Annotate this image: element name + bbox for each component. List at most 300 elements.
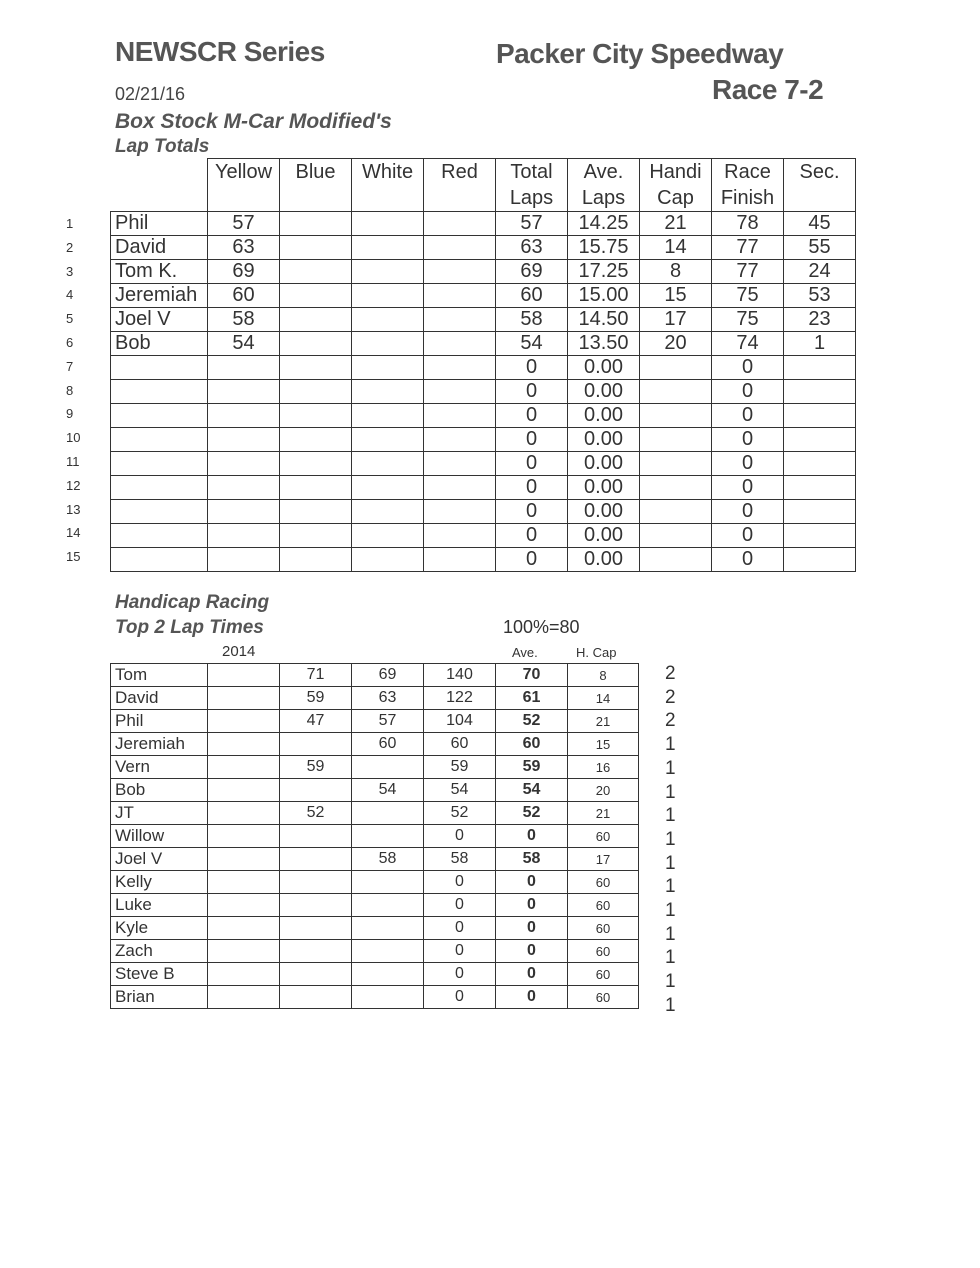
cell-white (352, 452, 424, 476)
cell-name: Bob (111, 332, 208, 356)
table-row (111, 380, 856, 404)
cell-ave: 0.00 (568, 548, 640, 572)
cell-white (352, 260, 424, 284)
cell-name: Kyle (111, 917, 208, 940)
cell-name (111, 452, 208, 476)
cell-ave: 14.25 (568, 212, 640, 236)
cell-y2014 (208, 848, 280, 871)
cell-blue (280, 212, 352, 236)
cell-y2014 (208, 825, 280, 848)
cell-c2: 69 (352, 664, 424, 687)
cell-name: Willow (111, 825, 208, 848)
cell-hcap: 16 (568, 756, 639, 779)
cell-handicap (640, 500, 712, 524)
cell-c1 (280, 825, 352, 848)
cell-y2014 (208, 917, 280, 940)
cell-total: 0 (496, 380, 568, 404)
table-row (111, 524, 856, 548)
cell-y2014 (208, 963, 280, 986)
cell-red (424, 236, 496, 260)
cell-ave: 0.00 (568, 500, 640, 524)
cell-yellow (208, 380, 280, 404)
cell-red (424, 308, 496, 332)
cell-sec: 45 (784, 212, 856, 236)
race-count: 1 (665, 923, 676, 945)
race-count: 1 (665, 971, 676, 993)
cell-sec: 1 (784, 332, 856, 356)
cell-red (424, 380, 496, 404)
cell-red (424, 404, 496, 428)
cell-name: Joel V (111, 308, 208, 332)
cell-name: Phil (111, 710, 208, 733)
cell-ave: 0 (496, 894, 568, 917)
row-number: 6 (66, 335, 74, 350)
cell-red (424, 524, 496, 548)
table-row (111, 825, 639, 848)
cell-ave: 15.00 (568, 284, 640, 308)
cell-sec (784, 428, 856, 452)
cell-name: JT (111, 802, 208, 825)
cell-finish: 74 (712, 332, 784, 356)
cell-ave: 17.25 (568, 260, 640, 284)
cell-sec (784, 356, 856, 380)
cell-ave: 58 (496, 848, 568, 871)
cell-sum: 0 (424, 963, 496, 986)
cell-hcap: 8 (568, 664, 639, 687)
race-count: 2 (665, 686, 676, 708)
cell-white (352, 428, 424, 452)
cell-ave: 0.00 (568, 356, 640, 380)
cell-ave: 54 (496, 779, 568, 802)
row-number: 14 (66, 525, 81, 541)
header-line-1: Ave. (583, 161, 624, 183)
cell-red (424, 332, 496, 356)
cell-ave: 0.00 (568, 428, 640, 452)
lap-column-header (496, 159, 568, 212)
table-row (111, 404, 856, 428)
lap-column-header (280, 159, 352, 212)
cell-ave: 60 (496, 733, 568, 756)
cell-white (352, 500, 424, 524)
cell-sec (784, 548, 856, 572)
cell-hcap: 60 (568, 917, 639, 940)
table-row (111, 940, 639, 963)
cell-white (352, 236, 424, 260)
cell-finish: 0 (712, 452, 784, 476)
cell-c2 (352, 871, 424, 894)
cell-name (111, 404, 208, 428)
race-count: 1 (665, 781, 676, 803)
cell-blue (280, 260, 352, 284)
table-row (111, 356, 856, 380)
cell-ave: 0 (496, 940, 568, 963)
hcap-column-label: H. Cap (576, 645, 617, 660)
cell-red (424, 212, 496, 236)
cell-name: Kelly (111, 871, 208, 894)
cell-ave: 15.75 (568, 236, 640, 260)
cell-blue (280, 284, 352, 308)
cell-sum: 0 (424, 986, 496, 1009)
cell-ave: 0.00 (568, 404, 640, 428)
cell-name: Jeremiah (111, 284, 208, 308)
cell-blue (280, 500, 352, 524)
cell-c2: 63 (352, 687, 424, 710)
cell-c1 (280, 848, 352, 871)
cell-white (352, 548, 424, 572)
cell-blue (280, 428, 352, 452)
cell-c2: 57 (352, 710, 424, 733)
cell-red (424, 260, 496, 284)
cell-sec: 24 (784, 260, 856, 284)
cell-c2: 60 (352, 733, 424, 756)
cell-total: 0 (496, 548, 568, 572)
race-count: 1 (665, 994, 676, 1016)
cell-red (424, 476, 496, 500)
table-row (111, 963, 639, 986)
lap-column-header (640, 159, 712, 212)
cell-c1 (280, 733, 352, 756)
cell-sec (784, 380, 856, 404)
cell-handicap (640, 356, 712, 380)
cell-c1: 59 (280, 687, 352, 710)
cell-handicap: 21 (640, 212, 712, 236)
race-count: 1 (665, 757, 676, 779)
cell-handicap (640, 380, 712, 404)
cell-name: Vern (111, 756, 208, 779)
cell-c2 (352, 917, 424, 940)
table-row (111, 284, 856, 308)
cell-y2014 (208, 802, 280, 825)
cell-c1 (280, 779, 352, 802)
header-line-1: Sec. (799, 161, 840, 183)
cell-handicap (640, 476, 712, 500)
cell-handicap (640, 452, 712, 476)
header-line-1: Handi (649, 161, 702, 183)
cell-finish: 0 (712, 524, 784, 548)
cell-ave: 0.00 (568, 452, 640, 476)
cell-ave: 0 (496, 825, 568, 848)
table-row (111, 548, 856, 572)
cell-y2014 (208, 894, 280, 917)
cell-c2 (352, 802, 424, 825)
cell-ave: 52 (496, 710, 568, 733)
row-number: 1 (66, 216, 74, 231)
cell-blue (280, 236, 352, 260)
cell-hcap: 60 (568, 963, 639, 986)
cell-hcap: 15 (568, 733, 639, 756)
cell-blue (280, 308, 352, 332)
cell-ave: 0.00 (568, 476, 640, 500)
row-number: 4 (66, 287, 74, 303)
cell-total: 0 (496, 500, 568, 524)
cell-c1 (280, 963, 352, 986)
table-row (111, 236, 856, 260)
cell-sum: 0 (424, 940, 496, 963)
cell-handicap (640, 548, 712, 572)
series-title: NEWSCR Series (115, 36, 325, 67)
cell-white (352, 524, 424, 548)
cell-total: 0 (496, 428, 568, 452)
cell-sum: 0 (424, 825, 496, 848)
table-row (111, 664, 639, 687)
race-count: 1 (665, 734, 676, 756)
cell-name: Tom K. (111, 260, 208, 284)
cell-c1: 59 (280, 756, 352, 779)
cell-red (424, 356, 496, 380)
cell-ave: 0 (496, 871, 568, 894)
cell-yellow: 54 (208, 332, 280, 356)
table-row (111, 756, 639, 779)
race-count: 2 (665, 663, 676, 684)
cell-finish: 0 (712, 428, 784, 452)
cell-c1: 47 (280, 710, 352, 733)
table-row (111, 500, 856, 524)
cell-handicap (640, 428, 712, 452)
race-count: 1 (665, 805, 676, 827)
table-row (111, 710, 639, 733)
track-title: Packer City Speedway (496, 38, 784, 69)
cell-blue (280, 332, 352, 356)
cell-sum: 0 (424, 917, 496, 940)
cell-c2 (352, 756, 424, 779)
cell-sum: 58 (424, 848, 496, 871)
cell-hcap: 60 (568, 894, 639, 917)
header-line-2: Laps (581, 187, 626, 209)
header-line-1: Blue (295, 161, 336, 183)
header-line-2: Laps (509, 187, 554, 209)
table-row (111, 917, 639, 940)
cell-yellow (208, 452, 280, 476)
cell-finish: 0 (712, 404, 784, 428)
row-number: 10 (66, 430, 81, 446)
row-number: 5 (66, 311, 74, 327)
cell-white (352, 356, 424, 380)
table-row (111, 986, 639, 1009)
cell-name: Tom (111, 664, 208, 687)
cell-total: 57 (496, 212, 568, 236)
cell-red (424, 428, 496, 452)
row-number: 13 (66, 501, 81, 517)
lap-totals-heading: Lap Totals (115, 136, 210, 157)
row-number: 7 (66, 358, 74, 374)
cell-name: Jeremiah (111, 733, 208, 756)
lap-column-header (352, 159, 424, 212)
race-title: Race 7-2 (712, 74, 824, 105)
cell-finish: 77 (712, 236, 784, 260)
cell-white (352, 308, 424, 332)
lap-column-header (424, 159, 496, 212)
cell-sum: 52 (424, 802, 496, 825)
cell-y2014 (208, 710, 280, 733)
row-number: 11 (66, 454, 80, 469)
cell-sec (784, 452, 856, 476)
cell-blue (280, 452, 352, 476)
row-number: 8 (66, 382, 74, 398)
cell-total: 0 (496, 356, 568, 380)
cell-total: 54 (496, 332, 568, 356)
cell-ave: 0 (496, 963, 568, 986)
cell-yellow: 69 (208, 260, 280, 284)
cell-name (111, 356, 208, 380)
cell-ave: 0.00 (568, 380, 640, 404)
cell-c1 (280, 940, 352, 963)
row-number: 3 (66, 263, 74, 279)
cell-yellow (208, 548, 280, 572)
cell-sum: 54 (424, 779, 496, 802)
cell-yellow (208, 404, 280, 428)
cell-total: 58 (496, 308, 568, 332)
cell-name: Brian (111, 986, 208, 1009)
cell-ave: 59 (496, 756, 568, 779)
cell-sec (784, 404, 856, 428)
cell-sec: 53 (784, 284, 856, 308)
cell-white (352, 476, 424, 500)
percent-note: 100%=80 (503, 617, 580, 637)
cell-yellow: 63 (208, 236, 280, 260)
cell-hcap: 60 (568, 986, 639, 1009)
cell-total: 0 (496, 404, 568, 428)
cell-name (111, 476, 208, 500)
header-line-1: White (361, 161, 414, 183)
cell-hcap: 60 (568, 871, 639, 894)
cell-blue (280, 380, 352, 404)
cell-y2014 (208, 871, 280, 894)
cell-sum: 60 (424, 733, 496, 756)
cell-sum: 104 (424, 710, 496, 733)
top2-heading: Top 2 Lap Times (115, 617, 264, 638)
cell-handicap: 8 (640, 260, 712, 284)
cell-c1: 71 (280, 664, 352, 687)
cell-finish: 0 (712, 500, 784, 524)
race-count: 2 (665, 710, 676, 732)
cell-sum: 59 (424, 756, 496, 779)
table-row (111, 308, 856, 332)
cell-blue (280, 548, 352, 572)
cell-blue (280, 476, 352, 500)
cell-yellow (208, 524, 280, 548)
ave-column-label: Ave. (512, 645, 538, 660)
cell-hcap: 21 (568, 802, 639, 825)
header-line-2: Finish (720, 187, 775, 209)
cell-white (352, 212, 424, 236)
table-row (111, 260, 856, 284)
cell-c2 (352, 825, 424, 848)
cell-total: 60 (496, 284, 568, 308)
table-row (111, 871, 639, 894)
table-row (111, 476, 856, 500)
cell-name: David (111, 236, 208, 260)
cell-handicap: 15 (640, 284, 712, 308)
cell-c1 (280, 917, 352, 940)
cell-y2014 (208, 664, 280, 687)
cell-ave: 61 (496, 687, 568, 710)
cell-total: 0 (496, 452, 568, 476)
cell-hcap: 14 (568, 687, 639, 710)
cell-sec: 55 (784, 236, 856, 260)
race-date: 02/21/16 (115, 84, 186, 104)
table-row (111, 687, 639, 710)
cell-ave: 13.50 (568, 332, 640, 356)
cell-blue (280, 356, 352, 380)
cell-c1 (280, 894, 352, 917)
cell-total: 0 (496, 476, 568, 500)
cell-handicap (640, 524, 712, 548)
cell-handicap (640, 404, 712, 428)
row-number: 9 (66, 406, 74, 422)
cell-hcap: 21 (568, 710, 639, 733)
cell-y2014 (208, 940, 280, 963)
cell-hcap: 17 (568, 848, 639, 871)
cell-sec (784, 476, 856, 500)
cell-c2 (352, 963, 424, 986)
cell-name: Bob (111, 779, 208, 802)
cell-red (424, 548, 496, 572)
cell-red (424, 284, 496, 308)
cell-y2014 (208, 986, 280, 1009)
cell-finish: 0 (712, 476, 784, 500)
row-number: 15 (66, 549, 81, 565)
cell-total: 63 (496, 236, 568, 260)
cell-ave: 0 (496, 917, 568, 940)
cell-c2: 54 (352, 779, 424, 802)
cell-blue (280, 524, 352, 548)
cell-name (111, 380, 208, 404)
cell-ave: 0 (496, 986, 568, 1009)
race-count: 1 (665, 900, 676, 921)
table-row (111, 894, 639, 917)
cell-ave: 14.50 (568, 308, 640, 332)
cell-y2014 (208, 733, 280, 756)
cell-yellow (208, 428, 280, 452)
cell-hcap: 60 (568, 825, 639, 848)
lap-column-header (712, 159, 784, 212)
cell-sum: 0 (424, 894, 496, 917)
table-row (111, 212, 856, 236)
cell-y2014 (208, 779, 280, 802)
cell-name: Luke (111, 894, 208, 917)
class-title: Box Stock M-Car Modified's (115, 110, 392, 133)
table-row (111, 452, 856, 476)
header-line-1: Race (724, 161, 771, 183)
cell-finish: 0 (712, 356, 784, 380)
cell-total: 0 (496, 524, 568, 548)
cell-finish: 77 (712, 260, 784, 284)
cell-yellow (208, 356, 280, 380)
cell-name (111, 500, 208, 524)
cell-blue (280, 404, 352, 428)
header-blank-cell (111, 159, 208, 212)
header-line-1: Total (510, 161, 553, 183)
cell-c2 (352, 894, 424, 917)
lap-column-header (784, 159, 856, 212)
table-row (111, 332, 856, 356)
cell-y2014 (208, 687, 280, 710)
cell-red (424, 500, 496, 524)
cell-yellow (208, 500, 280, 524)
cell-sec (784, 524, 856, 548)
handicap-heading: Handicap Racing (115, 592, 270, 613)
cell-finish: 0 (712, 548, 784, 572)
cell-total: 69 (496, 260, 568, 284)
cell-c2 (352, 940, 424, 963)
header-line-1: Yellow (214, 161, 273, 183)
cell-sum: 122 (424, 687, 496, 710)
cell-c2 (352, 986, 424, 1009)
cell-name: Zach (111, 940, 208, 963)
lap-column-header (568, 159, 640, 212)
cell-handicap: 20 (640, 332, 712, 356)
cell-sec: 23 (784, 308, 856, 332)
